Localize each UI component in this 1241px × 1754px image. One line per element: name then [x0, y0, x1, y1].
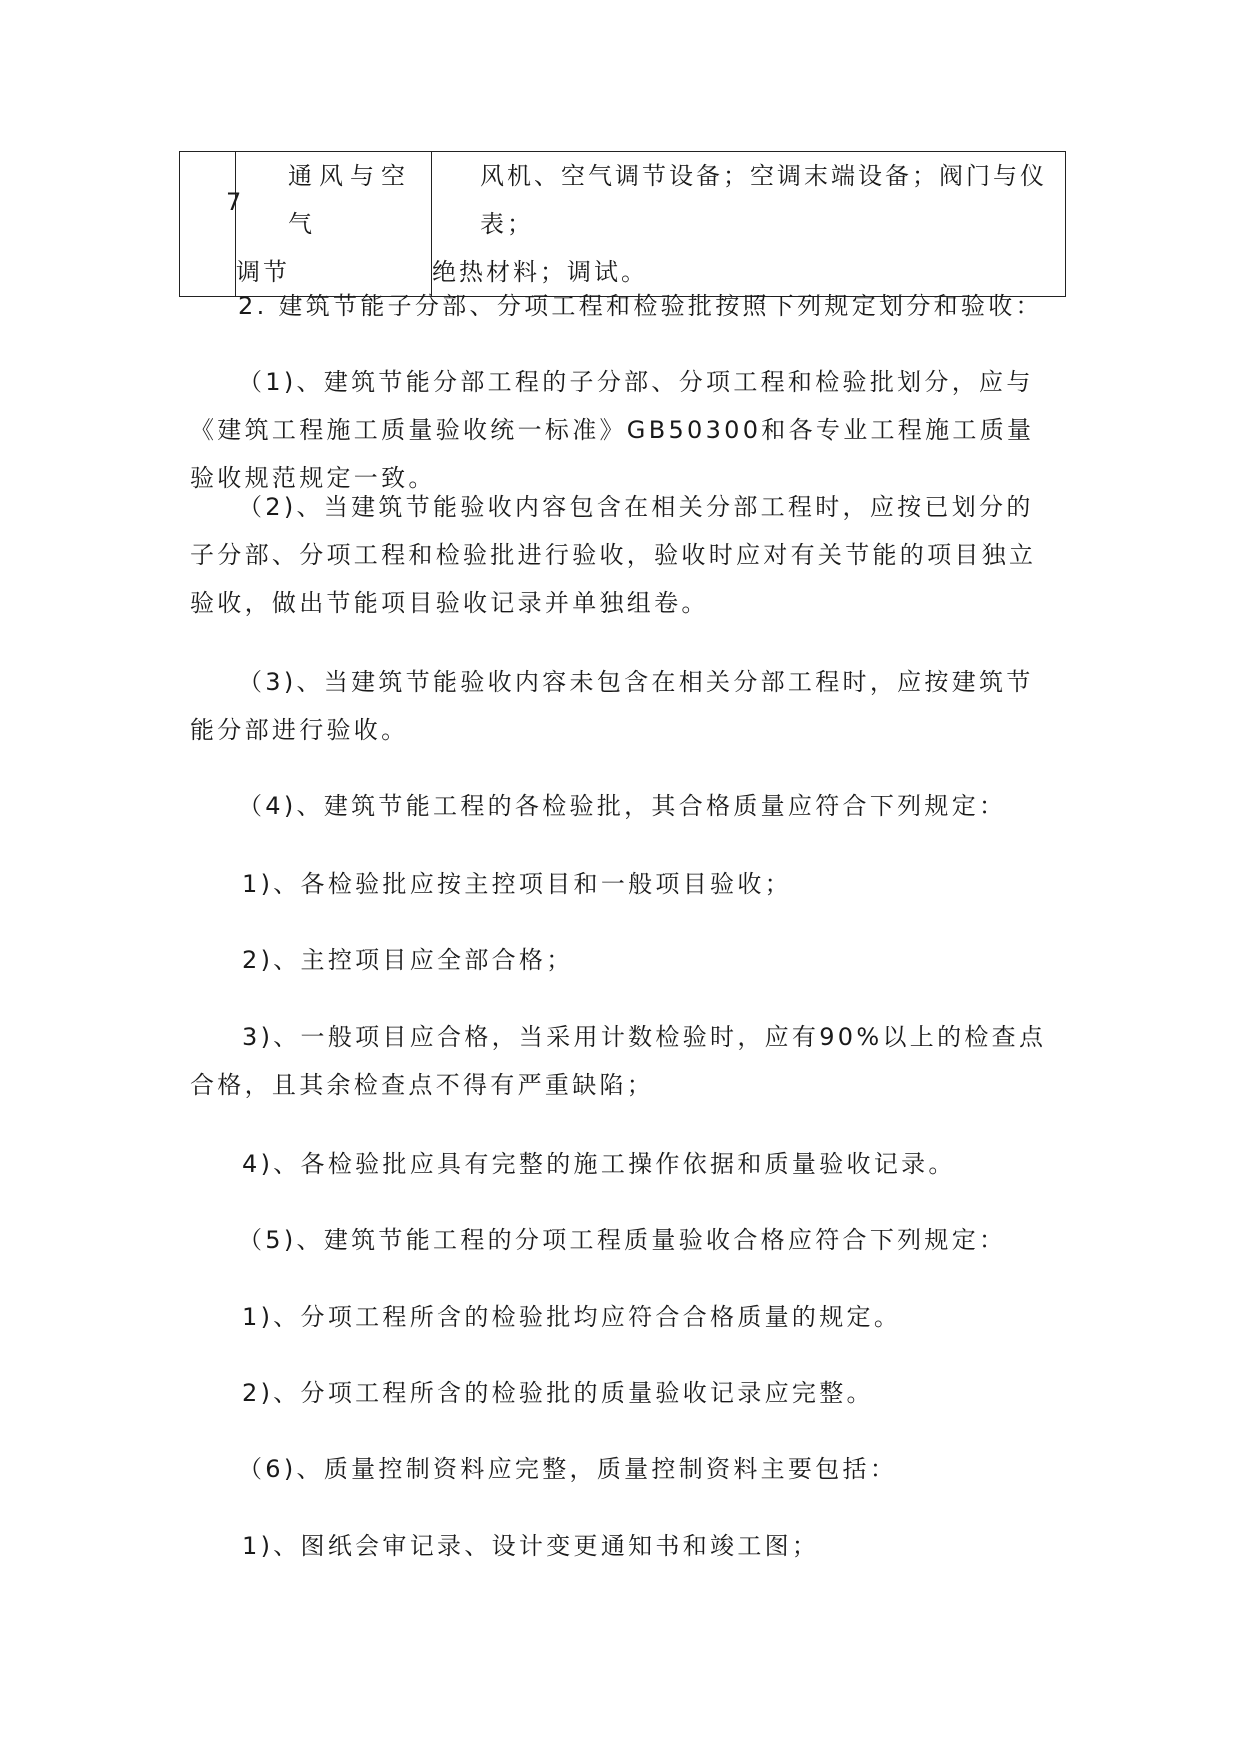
- paragraph-item-6: （6)、质量控制资料应完整，质量控制资料主要包括：: [238, 1455, 898, 1483]
- row-name-line1: 通风与空气: [288, 162, 412, 238]
- paragraph-item-1: （1)、建筑节能分部工程的子分部、分项工程和检验批划分，应与《建筑工程施工质量验收统一标准》GB50300和各专业工程施工质量验收规范规定一致。: [190, 368, 1035, 492]
- paragraph-subitem-4-2: 2)、主控项目应全部合格；: [242, 946, 574, 974]
- paragraph-subitem-6-1: 1)、图纸会审记录、设计变更通知书和竣工图；: [242, 1532, 820, 1560]
- paragraph-item-2: （2)、当建筑节能验收内容包含在相关分部工程时，应按已划分的子分部、分项工程和检验批进行验收，验收时应对有关节能的项目独立验收，做出节能项目验收记录并单独组卷。: [190, 493, 1037, 617]
- paragraph-subitem-5-2: 2)、分项工程所含的检验批的质量验收记录应完整。: [242, 1379, 874, 1407]
- row-name-cell: [236, 152, 432, 297]
- paragraph-section-2: 2. 建筑节能子分部、分项工程和检验批按照下列规定划分和验收：: [238, 292, 1043, 320]
- paragraph-item-3: （3)、当建筑节能验收内容未包含在相关分部工程时，应按建筑节能分部进行验收。: [190, 668, 1034, 744]
- paragraph-subitem-4-1: 1)、各检验批应按主控项目和一般项目验收；: [242, 870, 792, 898]
- row-number-cell: [180, 152, 245, 297]
- row-name-line2: 调节: [236, 258, 290, 286]
- paragraph-item-4: （4)、建筑节能工程的各检验批，其合格质量应符合下列规定：: [238, 792, 1007, 820]
- row-description-line2: 绝热材料；调试。: [432, 258, 648, 286]
- row-description-line1: 风机、空气调节设备；空调末端设备；阀门与仪表；: [480, 162, 1047, 238]
- paragraph-subitem-5-1: 1)、分项工程所含的检验批均应符合合格质量的规定。: [242, 1303, 902, 1331]
- row-description-cell: [432, 152, 1066, 297]
- paragraph-subitem-4-4: 4)、各检验批应具有完整的施工操作依据和质量验收记录。: [242, 1150, 956, 1178]
- table-row: [180, 152, 1066, 297]
- paragraph-item-5: （5)、建筑节能工程的分项工程质量验收合格应符合下列规定：: [238, 1226, 1007, 1254]
- subdivision-table: [179, 151, 1066, 297]
- row-number: 7: [226, 188, 245, 216]
- paragraph-subitem-4-3: 3)、一般项目应合格，当采用计数检验时，应有90%以上的检查点合格，且其余检查点不得有严重缺陷；: [190, 1023, 1047, 1099]
